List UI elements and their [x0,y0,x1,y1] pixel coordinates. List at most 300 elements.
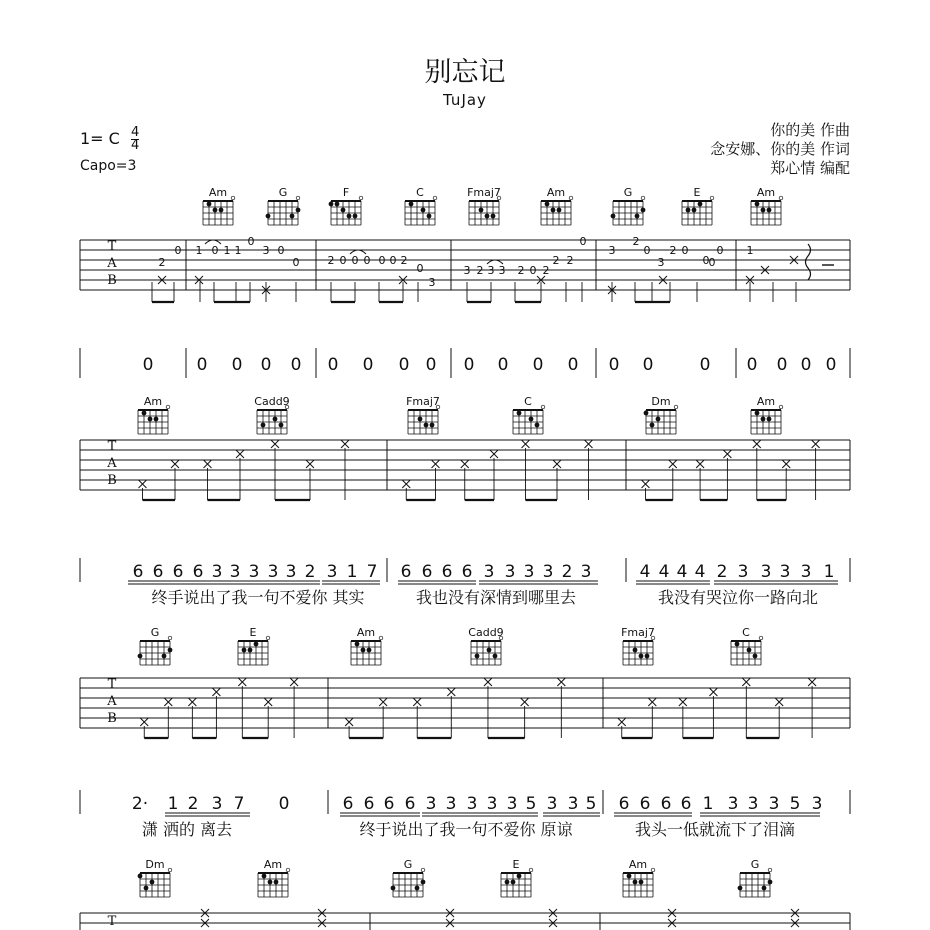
tab-fret-number: 3 [262,244,270,257]
chord-name: Am [756,395,776,408]
jianpu-note: 0 [231,355,243,375]
jianpu-note: 3 [504,562,516,582]
open-string-mark [541,405,545,409]
tab-fret-number: 2 [669,244,677,257]
chord-dot [335,202,340,207]
tab-staff-3 [80,677,850,738]
tab-fret-number: 0 [292,256,300,269]
chord-diagram-dm [644,395,678,434]
chord-dot [418,417,423,422]
jianpu-note: 4 [658,562,670,582]
tab-fret-number: 1 [746,244,754,257]
chord-name: G [150,626,160,639]
tab-staff-4 [80,909,850,930]
jianpu-note: 3 [747,794,759,814]
jianpu-note: 3 [542,562,554,582]
jianpu-note: 0 [278,794,290,814]
jianpu-note: 0 [800,355,812,375]
open-string-mark [168,868,172,872]
chord-dot [753,654,758,659]
jianpu-note: 0 [398,355,410,375]
tab-letter-t: T [107,439,117,454]
tab-fret-number: 0 [579,235,587,248]
jianpu-note: 6 [172,562,184,582]
lyric-line: 终手说出了我一句不爱你 其实 [151,588,365,607]
jianpu-note: 6 [152,562,164,582]
tab-letter-t: T [107,239,117,254]
jianpu-note: 3 [211,794,223,814]
chord-dot [148,417,153,422]
chord-name: Am [628,858,648,871]
jianpu-note: 3 [580,562,592,582]
chord-name: Am [143,395,163,408]
chord-dot [686,208,691,213]
jianpu-note: 3 [727,794,739,814]
jianpu-note: 0 [567,355,579,375]
tab-fret-number: 1 [195,244,203,257]
chord-name: Am [546,186,566,199]
open-string-mark [168,636,172,640]
chord-dot [296,208,301,213]
chord-diagram-am [751,186,783,225]
chord-diagram-cadd9 [468,626,503,665]
chord-name: G [278,186,288,199]
jianpu-note: 3 [737,562,749,582]
tab-fret-number: 0 [247,235,255,248]
chord-diagram-am [623,858,655,897]
jianpu-note: 5 [525,794,537,814]
chord-dot [262,874,267,879]
chord-diagram-g [611,186,646,225]
jianpu-note: 3 [229,562,241,582]
tab-fret-number: 0 [716,244,724,257]
jianpu-note: 0 [196,355,208,375]
jianpu-note: 1 [346,562,358,582]
open-string-mark [529,868,533,872]
jianpu-note: 6 [421,562,433,582]
chord-diagram-g [391,858,426,897]
chord-dot [517,411,522,416]
chord-dot [142,411,147,416]
chord-diagram-e [501,858,533,897]
tab-fret-number: 0 [681,244,689,257]
credit-arranger: 郑心情 编配 [770,159,850,177]
jianpu-note: 0 [776,355,788,375]
chord-dot [424,423,429,428]
jianpu-note: 3 [211,562,223,582]
tab-staff-2 [80,439,850,500]
chord-diagram-c [405,186,437,225]
chord-dot [430,423,435,428]
open-string-mark [674,405,678,409]
chord-dot [409,202,414,207]
tab-fret-number: 3 [463,264,471,277]
jianpu-note: 0 [425,355,437,375]
chord-diagram-g [138,626,173,665]
tab-fret-number: 2 [552,254,560,267]
open-string-mark [231,196,235,200]
jianpu-note: 6 [639,794,651,814]
chord-name: E [249,626,257,639]
open-string-mark [768,868,772,872]
open-string-mark [779,405,783,409]
chord-dot [635,214,640,219]
chord-dot [768,880,773,885]
chord-dot [491,214,496,219]
chord-diagram-dm [138,858,172,897]
jianpu-note: 2 [304,562,316,582]
chord-name: Am [263,858,283,871]
chord-dot [207,202,212,207]
chord-dot [361,648,366,653]
jianpu-note: 4 [639,562,651,582]
chord-dot [475,654,480,659]
jianpu-note: 6 [192,562,204,582]
jianpu-note: 0 [825,355,837,375]
jianpu-note: 0 [532,355,544,375]
tab-staff-intro [80,235,850,302]
chord-dot [487,648,492,653]
tab-fret-number: 0 [363,254,371,267]
tab-letter-a: A [107,256,117,271]
chord-name: E [693,186,701,199]
chord-dot [517,874,522,879]
open-string-mark [421,868,425,872]
chord-dot [551,208,556,213]
jianpu-note: 3 [267,562,279,582]
jianpu-note: 2 [561,562,573,582]
credit-lyricist: 念安娜、你的美 作词 [710,140,850,158]
chord-name: Fmaj7 [621,626,655,639]
chord-dot [735,642,740,647]
jianpu-note: 1 [702,794,714,814]
chord-dot [421,208,426,213]
jianpu-note: 6 [660,794,672,814]
jianpu-note: 3 [486,794,498,814]
jianpu-note: 3 [811,794,823,814]
jianpu-note: 3 [760,562,772,582]
chord-dot [213,208,218,213]
chord-diagram-am [138,395,170,434]
jianpu-note: 0 [260,355,272,375]
chord-dot [698,202,703,207]
chord-dot [493,654,498,659]
tab-fret-number: 1 [234,244,242,257]
jianpu-note: 6 [441,562,453,582]
tab-fret-number: 3 [498,264,506,277]
jianpu-note: 3 [248,562,260,582]
chord-dot [529,417,534,422]
tab-letter-b: B [107,273,117,288]
open-string-mark [379,636,383,640]
jianpu-note: 2· [131,794,149,814]
chord-dot [138,654,143,659]
chord-dot [641,208,646,213]
jianpu-note: 1 [823,562,835,582]
chord-dot [762,886,767,891]
lyric-line: 终于说出了我一句不爱你 原谅 [359,820,573,839]
tab-fret-number: 0 [643,244,651,257]
tab-fret-number: 3 [428,276,436,289]
tab-fret-number: 0 [389,254,397,267]
chord-dot [290,214,295,219]
tab-letter-b: B [107,473,117,488]
chord-dot [427,214,432,219]
jianpu-note: 4 [676,562,688,582]
chord-name: Fmaj7 [467,186,501,199]
chord-dot [755,202,760,207]
jianpu-line-1 [80,348,850,378]
chord-diagram-e [238,626,270,665]
tab-fret-number: 0 [416,262,424,275]
open-string-mark [779,196,783,200]
chord-diagram-f [329,186,363,225]
chord-dot [633,648,638,653]
chord-dot [261,423,266,428]
tab-fret-number: 2 [517,264,525,277]
open-string-mark [641,196,645,200]
jianpu-note: 0 [746,355,758,375]
open-string-mark [286,868,290,872]
chord-name: C [524,395,532,408]
chord-dot [367,648,372,653]
jianpu-line-3 [80,790,850,839]
chord-dot [268,880,273,885]
chord-dot [144,886,149,891]
chord-dot [242,648,247,653]
jianpu-note: 3 [800,562,812,582]
tab-letter-b: B [107,711,117,726]
chord-dot [162,654,167,659]
tab-fret-number: 0 [351,254,359,267]
jianpu-note: 6 [132,562,144,582]
open-string-mark [166,405,170,409]
chord-dot [421,880,426,885]
lyric-line: 我也没有深情到哪里去 [415,588,577,607]
chord-dot [138,874,143,879]
chord-diagram-am [351,626,383,665]
tab-fret-number: 2 [476,264,484,277]
chord-diagram-am [541,186,573,225]
arpeggio-mark [806,244,811,280]
jianpu-note: 0 [362,355,374,375]
chord-dot [479,208,484,213]
chord-name: C [416,186,424,199]
jianpu-line-2 [80,558,850,607]
chord-name: Am [208,186,228,199]
chord-dot [738,886,743,891]
tab-letter-a: A [107,694,117,709]
tab-fret-number: 2 [158,256,166,269]
chord-diagram-fmaj7 [621,626,655,665]
tab-fret-number: 3 [657,256,665,269]
chord-dot [347,214,352,219]
chord-dot [219,208,224,213]
jianpu-note: 5 [789,794,801,814]
jianpu-note: 3 [779,562,791,582]
capo-label: Capo=3 [80,158,137,174]
time-bottom: 4 [130,138,140,153]
jianpu-note: 6 [383,794,395,814]
time-top: 4 [130,125,140,140]
jianpu-note: 3 [567,794,579,814]
chord-dot [485,214,490,219]
tab-fret-number: 2 [566,254,574,267]
jianpu-note: 0 [642,355,654,375]
chord-name: G [623,186,633,199]
chord-diagram-am [751,395,783,434]
chord-name: C [742,626,750,639]
open-string-mark [359,196,363,200]
jianpu-note: 3 [768,794,780,814]
jianpu-note: 3 [506,794,518,814]
chord-dot [747,648,752,653]
chord-dot [329,202,334,207]
chord-dot [535,423,540,428]
chord-dot [505,880,510,885]
chord-dot [645,654,650,659]
chord-dot [767,208,772,213]
chord-name: F [342,186,350,199]
tab-fret-number: 0 [211,244,219,257]
jianpu-note: 0 [463,355,475,375]
tab-fret-number: 0 [174,244,182,257]
chord-dot [656,417,661,422]
tab-fret-number: 0 [708,256,716,269]
chord-diagram-g [738,858,773,897]
chord-dot [266,214,271,219]
chord-dot [273,417,278,422]
jianpu-note: 6 [342,794,354,814]
tab-fret-number: 0 [702,254,710,267]
chord-dot [353,214,358,219]
chord-name: G [750,858,760,871]
song-artist: TuJay [443,91,487,109]
chord-dot [761,208,766,213]
chord-name: Fmaj7 [406,395,440,408]
chord-name: E [512,858,520,871]
chord-name: Dm [145,858,165,871]
chord-name: Cadd9 [468,626,504,639]
jianpu-note: 0 [608,355,620,375]
tab-fret-number: 2 [400,254,408,267]
tab-fret-number: 2 [327,254,335,267]
chord-dot [755,411,760,416]
jianpu-note: 0 [290,355,302,375]
chord-diagram-am [203,186,235,225]
jianpu-note: 3 [285,562,297,582]
jianpu-note: 3 [546,794,558,814]
jianpu-note: 3 [326,562,338,582]
jianpu-note: 3 [466,794,478,814]
jianpu-note: 0 [327,355,339,375]
jianpu-note: 6 [461,562,473,582]
jianpu-note: 6 [404,794,416,814]
chord-dot [557,208,562,213]
chord-dot [150,880,155,885]
lyric-line: 我没有哭泣你一路向北 [657,588,819,607]
chord-dot [274,880,279,885]
chord-dot [644,411,649,416]
tab-fret-number: 3 [487,264,495,277]
chord-diagram-c [513,395,545,434]
jianpu-note: 2 [716,562,728,582]
chord-diagram-fmaj7 [406,395,440,434]
key-label: 1= C [80,129,120,148]
chord-dot [650,423,655,428]
open-string-mark [759,636,763,640]
chord-diagram-c [731,626,763,665]
tab-fret-number: 0 [378,254,386,267]
tab-letter-t: T [107,677,117,692]
open-string-mark [433,196,437,200]
jianpu-note: 3 [523,562,535,582]
chord-name: Am [356,626,376,639]
chord-diagram-g [266,186,301,225]
chord-name: Dm [651,395,671,408]
chord-diagram-am [258,858,290,897]
open-string-mark [266,636,270,640]
chord-dot [415,886,420,891]
jianpu-note: 2 [187,794,199,814]
chord-dot [168,648,173,653]
open-string-mark [296,196,300,200]
open-string-mark [569,196,573,200]
tab-fret-number: 0 [277,244,285,257]
tab-fret-number: 0 [529,264,537,277]
tab-letter-a: A [107,456,117,471]
chord-dot [545,202,550,207]
chord-dot [154,417,159,422]
jianpu-note: 6 [400,562,412,582]
lyric-line: 潇 洒的 离去 [141,820,233,839]
chord-dot [391,886,396,891]
tab-fret-number: 2 [542,264,550,277]
chord-dot [692,208,697,213]
tab-fret-number: 0 [339,254,347,267]
jianpu-note: 3 [425,794,437,814]
jianpu-note: 7 [233,794,245,814]
chord-diagram-e [682,186,714,225]
jianpu-note: 0 [497,355,509,375]
open-string-mark [651,868,655,872]
jianpu-note: 7 [366,562,378,582]
lyric-line: 我头一低就流下了泪滴 [634,820,796,839]
credit-composer: 你的美 作曲 [770,121,850,139]
jianpu-note: 0 [142,355,154,375]
chord-dot [248,648,253,653]
chord-dot [279,423,284,428]
jianpu-note: 6 [363,794,375,814]
jianpu-note: 6 [618,794,630,814]
tab-fret-number: 3 [608,244,616,257]
chord-diagram-cadd9 [254,395,289,434]
chord-name: Am [756,186,776,199]
chord-dot [639,880,644,885]
chord-dot [511,880,516,885]
tab-fret-number: 2 [632,235,640,248]
chord-dot [254,642,259,647]
chord-name: Cadd9 [254,395,290,408]
chord-name: G [403,858,413,871]
chord-dot [761,417,766,422]
jianpu-note: 5 [585,794,597,814]
tab-letter-t: T [107,914,117,929]
tab-fret-number: 1 [223,244,231,257]
jianpu-note: 0 [699,355,711,375]
chord-dot [355,642,360,647]
jianpu-note: 4 [694,562,706,582]
